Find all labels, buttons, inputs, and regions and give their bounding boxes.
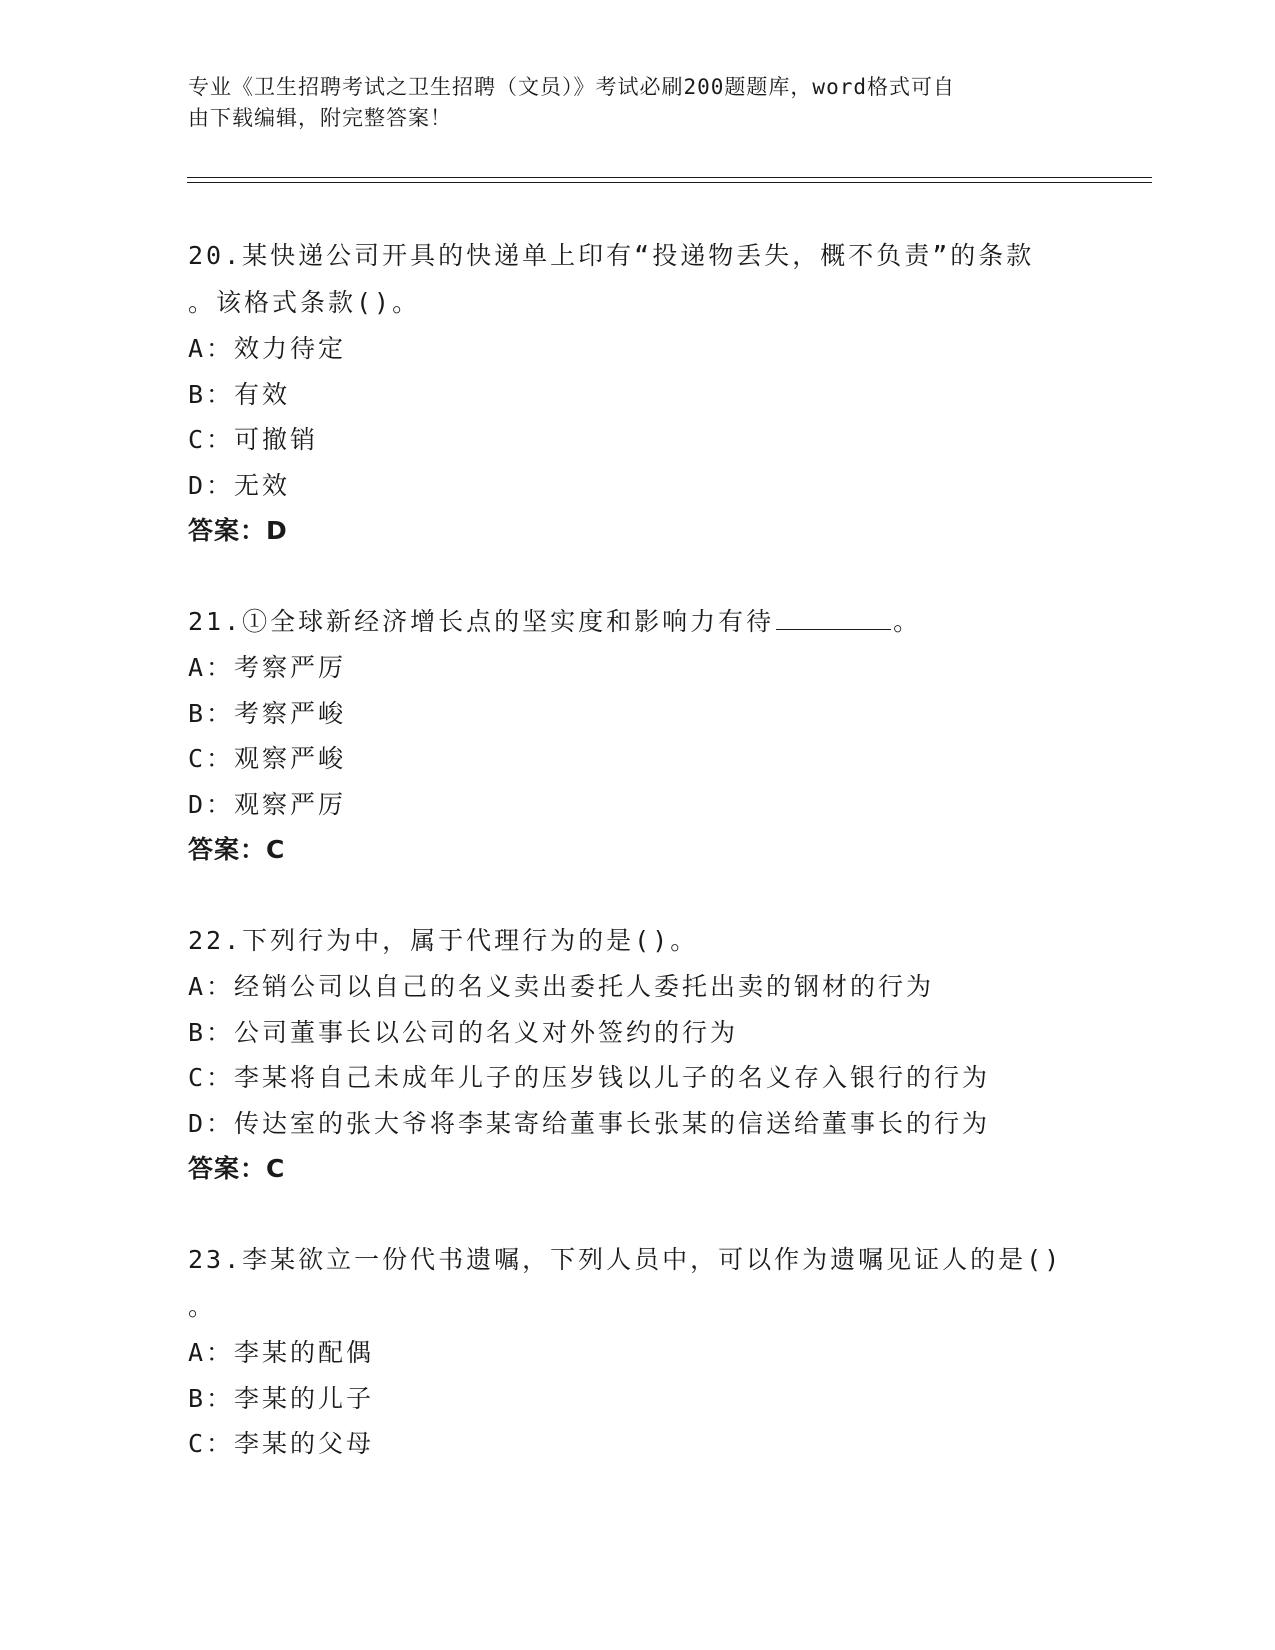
question-22 bbox=[188, 917, 1088, 1192]
option-c: C：可撤销 bbox=[188, 425, 319, 454]
question-21 bbox=[188, 598, 1088, 873]
option-b: B：公司董事长以公司的名义对外签约的行为 bbox=[188, 1017, 739, 1047]
question-stem: 20.某快递公司开具的快递单上印有“投递物丢失，概不负责”的条款 bbox=[188, 241, 1035, 270]
option-c: C：李某将自己未成年儿子的压岁钱以儿子的名义存入银行的行为 bbox=[188, 1063, 991, 1092]
fill-in-blank bbox=[776, 605, 891, 630]
question-stem-cont: 。 bbox=[188, 1292, 217, 1321]
question-stem: 22.下列行为中，属于代理行为的是()。 bbox=[188, 926, 699, 955]
option-d: D：无效 bbox=[188, 470, 291, 500]
option-b: B：李某的儿子 bbox=[188, 1383, 375, 1413]
option-a: A：经销公司以自己的名义卖出委托人委托出卖的钢材的行为 bbox=[188, 972, 935, 1001]
option-a: A：考察严厉 bbox=[188, 653, 347, 682]
option-b: B：考察严峻 bbox=[188, 698, 347, 728]
option-a: A：李某的配偶 bbox=[188, 1338, 375, 1367]
option-d: D：观察严厉 bbox=[188, 789, 347, 819]
option-c: C：李某的父母 bbox=[188, 1429, 375, 1458]
question-stem-text: 21.①全球新经济增长点的坚实度和影响力有待 bbox=[188, 607, 775, 636]
header-rule-top bbox=[187, 177, 1152, 178]
question-stem-cont: 。该格式条款()。 bbox=[188, 288, 421, 317]
answer: 答案：D bbox=[188, 516, 288, 545]
option-a: A：效力待定 bbox=[188, 334, 347, 363]
option-b: B：有效 bbox=[188, 379, 291, 409]
question-stem: 23.李某欲立一份代书遗嘱，下列人员中，可以作为遗嘱见证人的是() bbox=[188, 1245, 1063, 1274]
answer: 答案：C bbox=[188, 1154, 286, 1183]
option-d: D：传达室的张大爷将李某寄给董事长张某的信送给董事长的行为 bbox=[188, 1108, 991, 1138]
header-line-1: 专业《卫生招聘考试之卫生招聘（文员）》考试必刷200题题库，word格式可自 bbox=[188, 75, 955, 99]
option-c: C：观察严峻 bbox=[188, 744, 347, 773]
question-23 bbox=[188, 1236, 1088, 1467]
document-header bbox=[188, 72, 1088, 134]
header-line-2: 由下载编辑，附完整答案！ bbox=[188, 106, 452, 130]
question-stem bbox=[188, 598, 1088, 645]
answer: 答案：C bbox=[188, 835, 286, 864]
question-stem-end: 。 bbox=[893, 607, 922, 636]
question-20 bbox=[188, 232, 1088, 554]
header-rule-bottom bbox=[187, 182, 1152, 183]
